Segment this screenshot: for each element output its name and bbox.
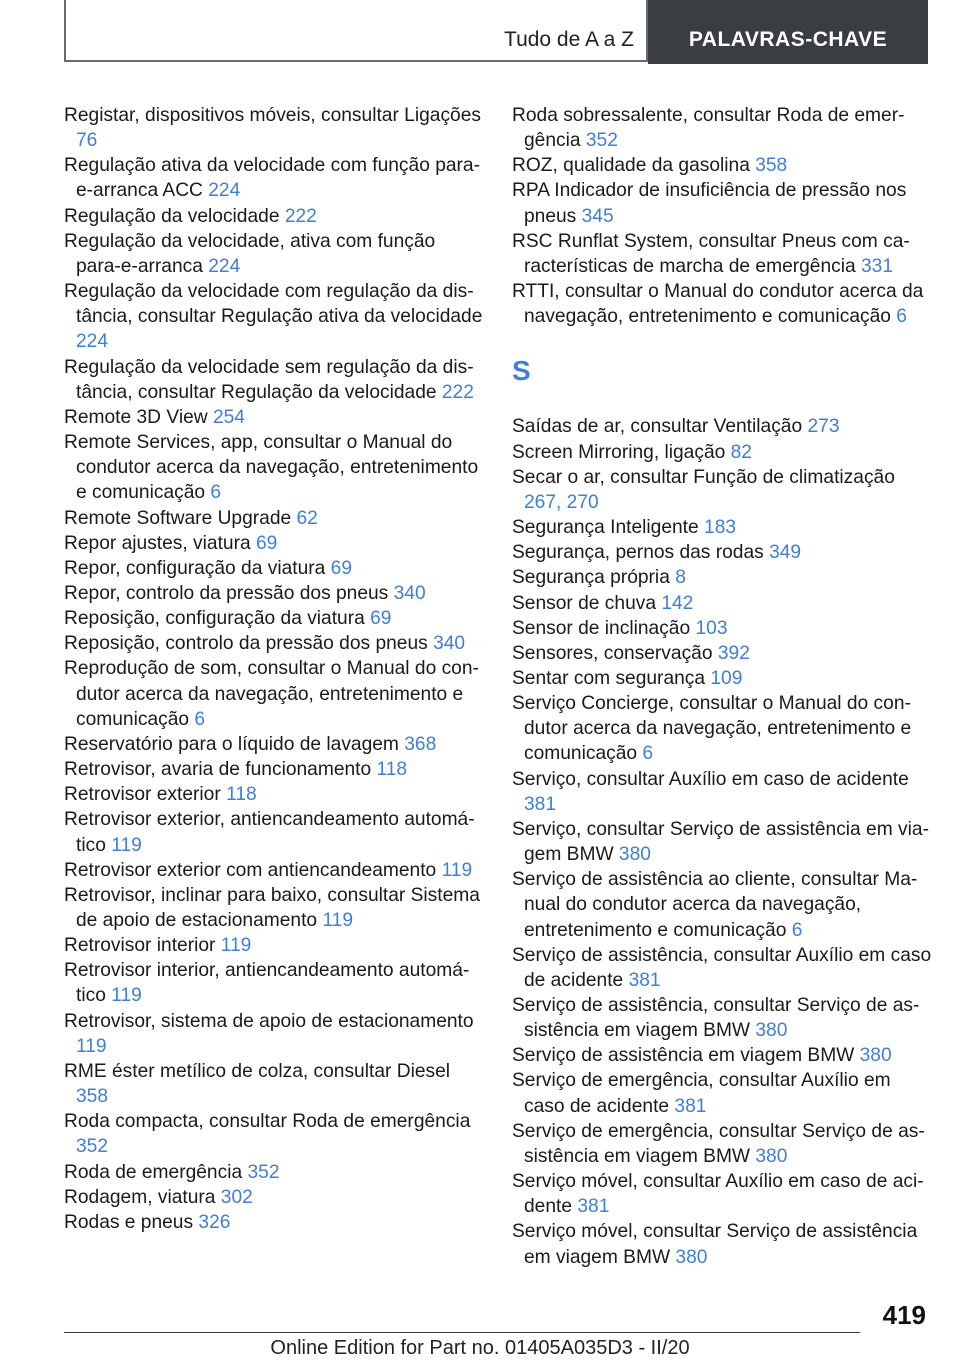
index-term: Roda sobressalente, consultar Roda de emergência xyxy=(512,105,905,152)
page-reference-link[interactable]: 349 xyxy=(769,542,802,564)
page-reference-link[interactable]: 380 xyxy=(755,1020,788,1042)
page-reference-link[interactable]: 381 xyxy=(524,793,557,815)
page-reference-link[interactable]: 103 xyxy=(695,617,728,639)
index-term: Segurança Inteligente xyxy=(512,517,699,539)
index-term: Retrovisor, avaria de funcionamento xyxy=(64,759,372,781)
index-entry xyxy=(512,440,932,465)
page-reference-link[interactable]: 380 xyxy=(859,1045,892,1067)
index-term: RTTI, consultar o Manual do condutor acerca da navegação, entretenimento e comunicação xyxy=(512,281,924,328)
index-term: Rodas e pneus xyxy=(64,1211,194,1233)
page-reference-link[interactable]: 69 xyxy=(330,557,353,579)
page-reference-link[interactable]: 381 xyxy=(674,1095,707,1117)
index-entry xyxy=(64,1059,484,1109)
page-reference-link[interactable]: 222 xyxy=(441,381,474,403)
index-entry xyxy=(64,556,484,581)
index-term: Repor, controlo da pressão dos pneus xyxy=(64,582,389,604)
index-term: Reservatório para o líquido de lavagem xyxy=(64,733,399,755)
chapter-tab-label: PALAVRAS-CHAVE xyxy=(688,28,888,51)
page-reference-link[interactable]: 345 xyxy=(581,205,614,227)
page-header xyxy=(64,0,928,64)
index-term: Remote Software Upgrade xyxy=(64,507,292,529)
index-term: Sensor de chuva xyxy=(512,592,656,614)
index-entry xyxy=(64,631,484,656)
index-term: RSC Runflat System, consultar Pneus com características de marcha de emergência xyxy=(512,230,910,277)
index-entry xyxy=(512,1119,932,1169)
index-entry xyxy=(64,405,484,430)
page-reference-link[interactable]: 6 xyxy=(642,743,654,765)
page-reference-link[interactable]: 6 xyxy=(194,708,206,730)
page-reference-link[interactable]: 302 xyxy=(220,1186,253,1208)
page-reference-link[interactable]: 119 xyxy=(111,834,142,856)
page-reference-link[interactable]: 76 xyxy=(76,130,98,152)
page-reference-link[interactable]: 358 xyxy=(76,1086,109,1108)
index-entry xyxy=(64,204,484,229)
index-term: Serviço de assistência, consultar Serviço de assistência em viagem BMW xyxy=(512,995,920,1042)
page-reference-link[interactable]: 142 xyxy=(661,592,694,614)
index-term: Serviço móvel, consultar Serviço de assistência em viagem BMW xyxy=(512,1221,918,1268)
index-entry xyxy=(512,616,932,641)
page-number: 419 xyxy=(882,1300,926,1330)
index-entry xyxy=(64,858,484,883)
page-reference-link[interactable]: 119 xyxy=(322,910,354,931)
index-entry xyxy=(64,1109,484,1159)
index-entry xyxy=(64,1210,484,1235)
index-entry xyxy=(64,153,484,203)
index-term: Serviço, consultar Serviço de assistência em viagem BMW xyxy=(512,818,929,866)
index-entry xyxy=(512,993,932,1043)
index-entry xyxy=(512,817,932,867)
footer-rule xyxy=(64,1332,860,1333)
index-entry xyxy=(512,540,932,565)
page-reference-link[interactable]: 380 xyxy=(618,844,651,866)
section-letter: S xyxy=(512,355,531,387)
index-group-r xyxy=(512,103,932,329)
index-term: Serviço de assistência ao cliente, consultar Manual do condutor acerca da navegação, entretenimento e comunicação xyxy=(512,869,918,941)
index-term: Repor, configuração da viatura xyxy=(64,557,326,579)
index-term: Segurança própria xyxy=(512,567,670,589)
index-term: Retrovisor exterior, antiencandeamento automático xyxy=(64,809,475,856)
index-entry xyxy=(64,757,484,782)
index-entry xyxy=(512,279,932,329)
index-term: Regulação da velocidade com regulação da distância, consultar Regulação ativa da velocidade xyxy=(64,281,483,328)
index-entry xyxy=(512,178,932,228)
page-reference-link[interactable]: 119 xyxy=(111,985,142,1007)
page-reference-link[interactable]: 340 xyxy=(433,633,466,655)
index-entry xyxy=(64,531,484,556)
index-term: Serviço Concierge, consultar o Manual do condutor acerca da navegação, entretenimento e comunicação xyxy=(512,693,912,765)
index-term: Retrovisor, inclinar para baixo, consultar Sistema de apoio de estacionamento xyxy=(64,884,480,931)
index-entry xyxy=(512,767,932,817)
index-entry xyxy=(64,1009,484,1059)
index-entry xyxy=(64,782,484,807)
page-reference-link[interactable]: 326 xyxy=(198,1211,231,1233)
page-reference-link[interactable]: 224 xyxy=(208,180,241,202)
index-entry xyxy=(64,229,484,279)
index-term: ROZ, qualidade da gasolina xyxy=(512,155,750,177)
index-term: Serviço de emergência, consultar Auxílio em caso de acidente xyxy=(512,1070,891,1117)
index-entry xyxy=(64,656,484,731)
section-tab-label: Tudo de A a Z xyxy=(504,28,634,51)
index-entry xyxy=(512,515,932,540)
page-reference-link[interactable]: 352 xyxy=(76,1136,109,1158)
page-reference-link[interactable]: 381 xyxy=(628,969,661,991)
index-term: Registar, dispositivos móveis, consultar Ligações xyxy=(64,105,481,126)
index-term: Sensores, conservação xyxy=(512,642,713,664)
page-reference-link[interactable]: 109 xyxy=(710,667,743,689)
page-reference-link[interactable]: 392 xyxy=(717,642,750,664)
index-entry xyxy=(64,430,484,505)
index-entry xyxy=(64,355,484,405)
chapter-tab xyxy=(648,0,928,64)
index-term: Retrovisor interior, antiencandeamento automático xyxy=(64,960,470,1007)
page-reference-link[interactable]: 273 xyxy=(807,416,840,438)
page-reference-link[interactable]: 331 xyxy=(861,255,894,277)
page-reference-link[interactable]: 224 xyxy=(208,255,241,277)
index-entry xyxy=(64,581,484,606)
index-term: Reprodução de som, consultar o Manual do condutor acerca da navegação, entretenimento e comunicação xyxy=(64,658,479,730)
index-term: Retrovisor exterior xyxy=(64,784,221,806)
index-term: RME éster metílico de colza, consultar Diesel xyxy=(64,1060,451,1082)
index-entry xyxy=(512,867,932,942)
index-term: Repor ajustes, viatura xyxy=(64,532,251,554)
page-reference-link[interactable]: 69 xyxy=(255,532,278,554)
page-reference-link[interactable]: 118 xyxy=(376,759,408,781)
page-reference-link[interactable]: 118 xyxy=(226,784,257,806)
index-entry xyxy=(512,1068,932,1118)
page-reference-link[interactable]: 82 xyxy=(730,441,752,463)
index-term: Serviço de assistência, consultar Auxílio em caso de acidente xyxy=(512,944,932,991)
index-entry xyxy=(64,279,484,354)
page-reference-link[interactable]: 358 xyxy=(755,155,788,177)
index-entry xyxy=(512,943,932,993)
page-reference-link[interactable]: 340 xyxy=(393,582,426,604)
index-entry xyxy=(64,732,484,757)
index-entry xyxy=(64,506,484,531)
index-term: Retrovisor interior xyxy=(64,935,216,957)
index-term: Retrovisor, sistema de apoio de estacionamento xyxy=(64,1010,474,1032)
page-reference-link[interactable]: 62 xyxy=(296,507,318,529)
page-reference-link[interactable]: 8 xyxy=(675,567,686,589)
index-entry xyxy=(64,807,484,857)
index-entry xyxy=(512,465,932,515)
index-entry xyxy=(64,883,484,933)
page-reference-link[interactable]: 183 xyxy=(704,517,737,539)
page-reference-link[interactable]: 6 xyxy=(896,306,907,328)
index-term: Roda de emergência xyxy=(64,1161,243,1183)
index-entry xyxy=(64,103,484,153)
page-reference-link[interactable]: 368 xyxy=(404,733,437,755)
index-term: Reposição, configuração da viatura xyxy=(64,608,365,630)
page-reference-link[interactable]: 381 xyxy=(577,1196,610,1218)
index-term: Retrovisor exterior com antiencandeamento xyxy=(64,859,437,881)
index-entry xyxy=(512,103,932,153)
page-reference-link[interactable]: 6 xyxy=(210,482,222,504)
index-term: RPA Indicador de insuficiência de pressão nos pneus xyxy=(512,180,907,227)
section-tab xyxy=(64,0,648,62)
index-term: Serviço móvel, consultar Auxílio em caso de acidente xyxy=(512,1171,924,1218)
index-column-left xyxy=(64,103,484,1235)
index-term: Serviço, consultar Auxílio em caso de acidente xyxy=(512,768,909,790)
page-reference-link[interactable]: 119 xyxy=(441,859,473,881)
page-reference-link[interactable]: 352 xyxy=(247,1161,280,1183)
index-entry xyxy=(512,1043,932,1068)
index-term: Regulação da velocidade xyxy=(64,205,280,227)
index-entry xyxy=(512,414,932,439)
index-entry xyxy=(64,1160,484,1185)
page-reference-link[interactable]: 254 xyxy=(212,406,245,428)
index-entry xyxy=(512,666,932,691)
index-entry xyxy=(512,565,932,590)
index-term: Serviço de assistência em viagem BMW xyxy=(512,1045,855,1067)
page-reference-link[interactable]: 380 xyxy=(675,1246,708,1268)
index-term: Segurança, pernos das rodas xyxy=(512,542,764,564)
index-term: Roda compacta, consultar Roda de emergência xyxy=(64,1111,471,1133)
index-term: Regulação da velocidade sem regulação da distância, consultar Regulação da velocidade xyxy=(64,356,474,403)
index-entry xyxy=(512,691,932,766)
index-term: Sentar com segurança xyxy=(512,667,706,689)
index-term: Reposição, controlo da pressão dos pneus xyxy=(64,633,428,655)
index-entry xyxy=(64,958,484,1008)
footer-edition: Online Edition for Part no. 01405A035D3 - II/20 xyxy=(270,1337,690,1359)
index-entry xyxy=(512,1219,932,1269)
page-reference-link[interactable]: 380 xyxy=(755,1145,788,1167)
index-entry xyxy=(512,229,932,279)
index-entry xyxy=(512,591,932,616)
page-reference-link[interactable]: 222 xyxy=(284,205,317,227)
index-term: Secar o ar, consultar Função de climatização xyxy=(512,466,895,488)
page-reference-link[interactable]: 69 xyxy=(370,608,392,630)
index-term: Rodagem, viatura xyxy=(64,1186,216,1208)
index-group-s xyxy=(512,414,932,1269)
index-entry xyxy=(64,606,484,631)
page-reference-link[interactable]: 224 xyxy=(76,331,109,353)
page-reference-link[interactable]: 352 xyxy=(585,130,618,152)
index-entry xyxy=(512,641,932,666)
page-reference-link[interactable]: 6 xyxy=(791,919,803,941)
index-entry xyxy=(64,1185,484,1210)
page-reference-link[interactable]: 267, 270 xyxy=(524,491,599,513)
index-term: Regulação ativa da velocidade com função para-e-arranca ACC xyxy=(64,155,480,202)
page-reference-link[interactable]: 119 xyxy=(76,1035,107,1057)
index-term: Remote 3D View xyxy=(64,406,208,428)
index-term: Regulação da velocidade, ativa com função para-e-arranca xyxy=(64,230,436,277)
index-entry xyxy=(512,1169,932,1219)
index-term: Screen Mirroring, ligação xyxy=(512,441,726,463)
index-entry xyxy=(64,933,484,958)
index-term: Sensor de inclinação xyxy=(512,617,691,639)
index-column-right xyxy=(512,103,932,1270)
page-reference-link[interactable]: 119 xyxy=(220,935,252,957)
index-term: Remote Services, app, consultar o Manual do condutor acerca da navegação, entretenimento e comunicação xyxy=(64,432,479,504)
index-term: Saídas de ar, consultar Ventilação xyxy=(512,416,803,438)
index-term: Serviço de emergência, consultar Serviço de assistência em viagem BMW xyxy=(512,1120,925,1167)
index-entry xyxy=(512,153,932,178)
